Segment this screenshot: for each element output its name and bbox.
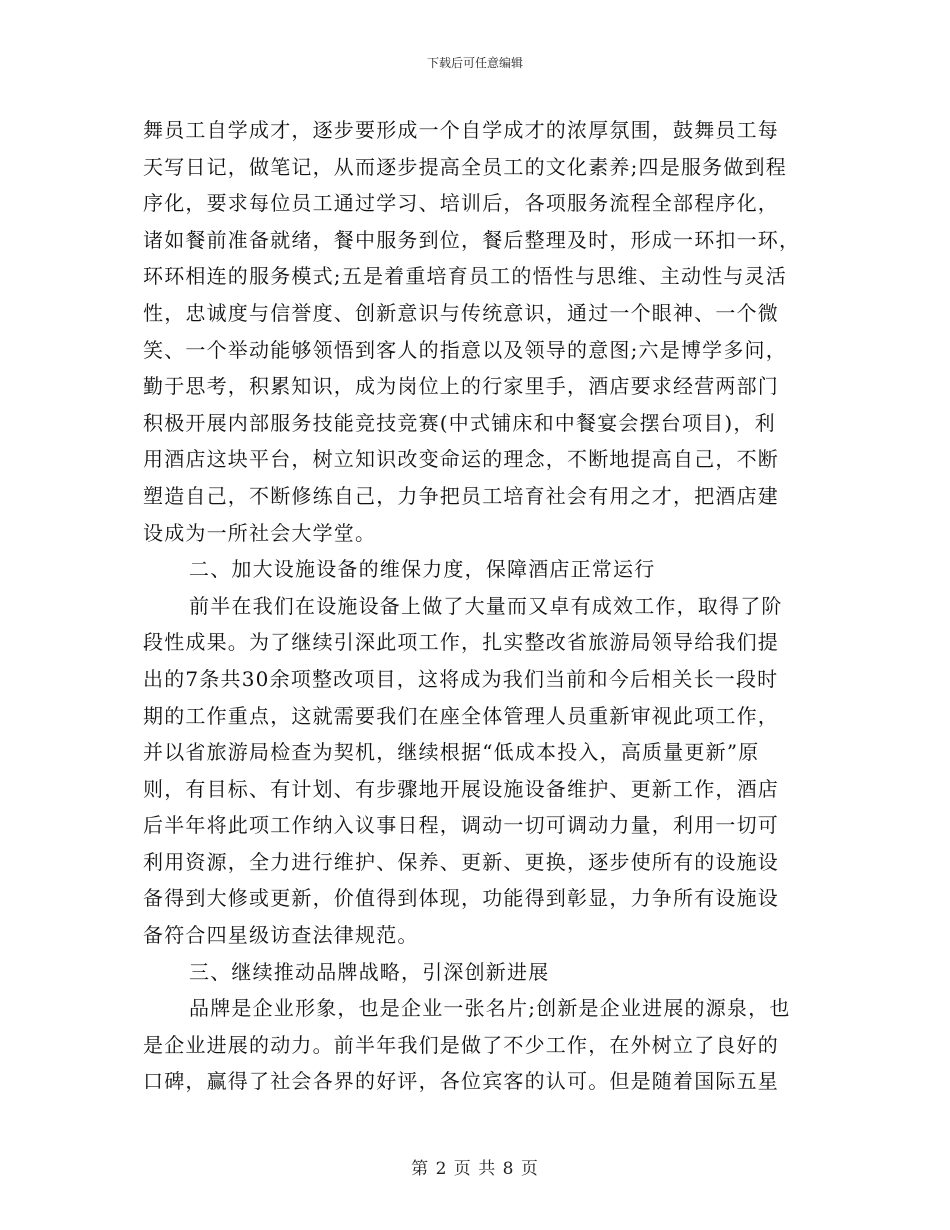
text-line: 前半在我们在设施设备上做了大量而又卓有成效工作，取得了阶 <box>189 593 783 618</box>
text-line: 则，有目标、有计划、有步骤地开展设施设备维护、更新工作，酒店 <box>143 776 779 801</box>
text-line: 天写日记，做笔记，从而逐步提高全员工的文化素养;四是服务做到程 <box>143 154 787 179</box>
text-line: 备得到大修或更新，价值得到体现，功能得到彰显，力争所有设施设 <box>143 886 779 911</box>
text-line: 是企业进展的动力。前半年我们是做了不少工作，在外树立了良好的 <box>143 1032 779 1057</box>
text-line: 环环相连的服务模式;五是着重培育员工的悟性与思维、主动性与灵活 <box>143 264 787 289</box>
text-line: 期的工作重点，这就需要我们在座全体管理人员重新审视此项工作， <box>143 703 779 728</box>
text-line: 后半年将此项工作纳入议事日程，调动一切可调动力量，利用一切可 <box>143 813 779 838</box>
text-line: 二、加大设施设备的维保力度，保障酒店正常运行 <box>189 557 656 582</box>
text-line: 备符合四星级访查法律规范。 <box>143 923 419 948</box>
text-line: 性，忠诚度与信誉度、创新意识与传统意识，通过一个眼神、一个微 <box>143 300 779 325</box>
text-line: 序化，要求每位员工通过学习、培训后，各项服务流程全部程序化， <box>143 191 779 216</box>
page-header: 下载后可任意编辑 <box>426 56 523 70</box>
text-line: 勤于思考，积累知识，成为岗位上的行家里手，酒店要求经营两部门 <box>143 374 779 399</box>
text-line: 品牌是企业形象，也是企业一张名片;创新是企业进展的源泉，也 <box>189 996 791 1021</box>
text-line: 三、继续推动品牌战略，引深创新进展 <box>189 959 550 984</box>
text-line: 舞员工自学成才，逐步要形成一个自学成才的浓厚氛围，鼓舞员工每 <box>143 118 779 142</box>
text-line: 并以省旅游局检查为契机，继续根据“低成本投入，高质量更新”原 <box>143 740 760 765</box>
text-line: 段性成果。为了继续引深此项工作，扎实整改省旅游局领导给我们提 <box>143 630 779 655</box>
text-line: 积极开展内部服务技能竞技竞赛(中式铺床和中餐宴会摆台项目)，利 <box>143 410 776 435</box>
text-line: 笑、一个举动能够领悟到客人的指意以及领导的意图;六是博学多问， <box>143 337 787 362</box>
text-line: 诸如餐前准备就绪，餐中服务到位，餐后整理及时，形成一环扣一环， <box>143 227 801 252</box>
text-line: 设成为一所社会大学堂。 <box>143 520 377 545</box>
text-line: 口碑，赢得了社会各界的好评，各位宾客的认可。但是随着国际五星 <box>143 1069 779 1094</box>
text-line: 用酒店这块平台，树立知识改变命运的理念，不断地提高自己，不断 <box>143 447 779 472</box>
text-line: 出的7条共30余项整改项目，这将成为我们当前和今后相关长一段时 <box>143 666 779 691</box>
body-text <box>143 112 807 1100</box>
text-line: 利用资源，全力进行维护、保养、更新、更换，逐步使所有的设施设 <box>143 849 779 874</box>
page-footer: 第 2 页 共 8 页 <box>411 1159 539 1179</box>
text-line: 塑造自己，不断修练自己，力争把员工培育社会有用之才，把酒店建 <box>143 483 779 508</box>
